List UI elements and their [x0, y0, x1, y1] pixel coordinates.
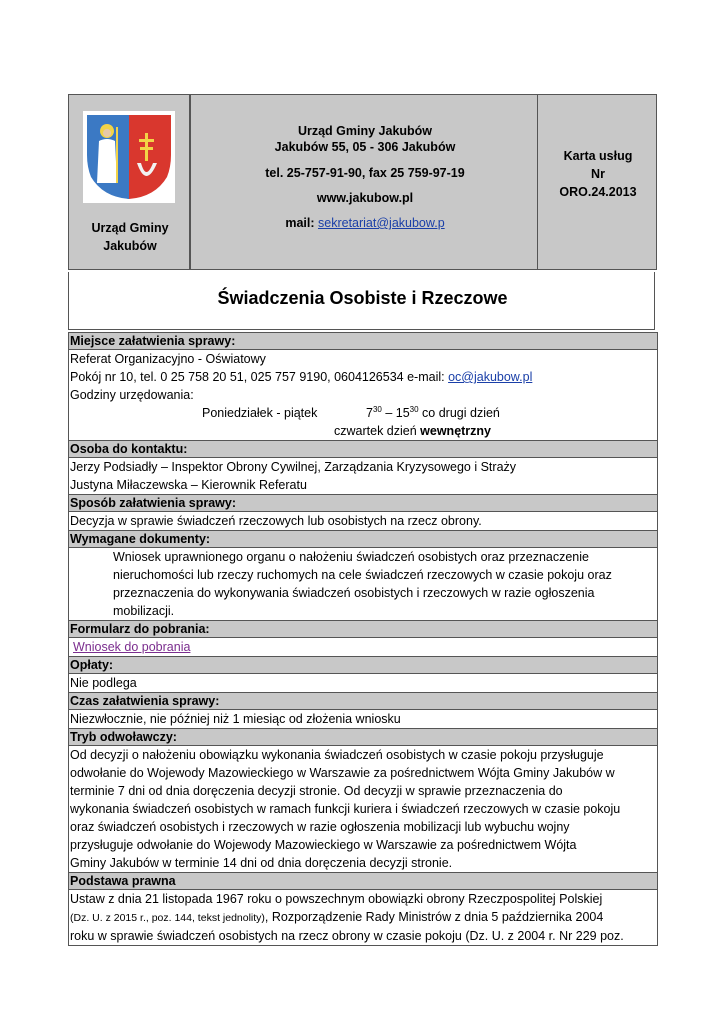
header-logo-cell [68, 94, 190, 270]
time-body: Niezwłocznie, nie później niż 1 miesiąc od złożenia wniosku [68, 709, 658, 728]
page-title: Świadczenia Osobiste i Rzeczowe [217, 288, 508, 308]
office-label: Urząd Gminy Jakubów [91, 221, 169, 253]
coat-of-arms-icon [83, 111, 175, 203]
place-header: Miejsce załatwienia sprawy: [68, 332, 658, 349]
org-phone: tel. 25-757-91-90, fax 25 759-97-19 [265, 166, 465, 180]
method-body: Decyzja w sprawie świadczeń rzeczowych lub osobistych na rzecz obrony. [68, 511, 658, 530]
form-body [68, 637, 658, 656]
docs-header: Wymagane dokumenty: [68, 530, 658, 547]
card-number: Karta usług Nr ORO.24.2013 [559, 149, 637, 199]
fees-header: Opłaty: [68, 656, 658, 673]
legal-body: Ustaw z dnia 21 listopada 1967 roku o powszechnym obowiązki obrony Rzeczpospolitej Polskiej (Dz. U. z 2015 r., poz. 144, tekst jednolity), Rozporządzenie Rady Ministrów z dnia 5 października 2004 roku w sprawie świadczeń osobistych na rzecz obrony w czasie pokoju (Dz. U. z 2004 r. Nr 229 poz. [68, 889, 658, 946]
org-address: Jakubów 55, 05 - 306 Jakubów [274, 140, 456, 154]
mail-link[interactable]: sekretariat@jakubow.p [318, 216, 445, 230]
header-card-cell [537, 94, 657, 270]
time-header: Czas załatwienia sprawy: [68, 692, 658, 709]
service-table [68, 332, 658, 946]
header [68, 94, 657, 272]
fees-body: Nie podlega [68, 673, 658, 692]
org-mail: mail: sekretariat@jakubow.p [285, 216, 445, 230]
docs-body: Wniosek uprawnionego organu o nałożeniu świadczeń osobistych oraz przeznaczenie nieruchomości lub rzeczy ruchomych na cele świadczeń rzeczowych w czasie pokoju oraz przeznaczenia do wykonywania świadczeń osobistych i rzeczowych w razie ogłoszenia mobilizacji. [68, 547, 658, 620]
org-website: www.jakubow.pl [316, 191, 414, 205]
appeal-body: Od decyzji o nałożeniu obowiązku wykonania świadczeń osobistych w czasie pokoju przysługuje odwołanie do Wojewody Mazowieckiego w Warszawie za pośrednictwem Wójta Gminy Jakubów w terminie 7 dni od dnia doręczenia decyzji stronie. Od decyzji w sprawie przeznaczenia do wykonania świadczeń osobistych w ramach funkcji kuriera i świadczeń rzeczowych w czasie pokoju oraz świadczeń osobistych i rzeczowych w razie ogłoszenia mobilizacji lub wybuchu wojny przysługuje odwołanie do Wojewody Mazowieckiego w Warszawie za pośrednictwem Wójta Gminy Jakubów w terminie 14 dni od dnia doręczenia decyzji stronie. [68, 745, 658, 872]
legal-header: Podstawa prawna [68, 872, 658, 889]
form-header: Formularz do pobrania: [68, 620, 658, 637]
contact-body: Jerzy Podsiadły – Inspektor Obrony Cywilnej, Zarządzania Kryzysowego i Straży Justyna Miłaczewska – Kierownik Referatu [68, 457, 658, 494]
contact-header: Osoba do kontaktu: [68, 440, 658, 457]
header-info-cell [190, 94, 538, 270]
form-download-link[interactable]: Wniosek do pobrania [73, 640, 191, 654]
org-name: Urząd Gminy Jakubów [297, 124, 433, 138]
title-box [68, 272, 655, 330]
place-body: Referat Organizacyjno - Oświatowy Pokój nr 10, tel. 0 25 758 20 51, 025 757 9190, 0604126534 e-mail: oc@jakubow.pl Godziny urzędowania: Poniedziałek - piątek $7^{30} - 15^{30}$ co drugi dzień czwartek dzień wewnętrzny [68, 349, 658, 440]
place-email-link[interactable]: oc@jakubow.pl [448, 370, 533, 384]
method-header: Sposób załatwienia sprawy: [68, 494, 658, 511]
appeal-header: Tryb odwoławczy: [68, 728, 658, 745]
